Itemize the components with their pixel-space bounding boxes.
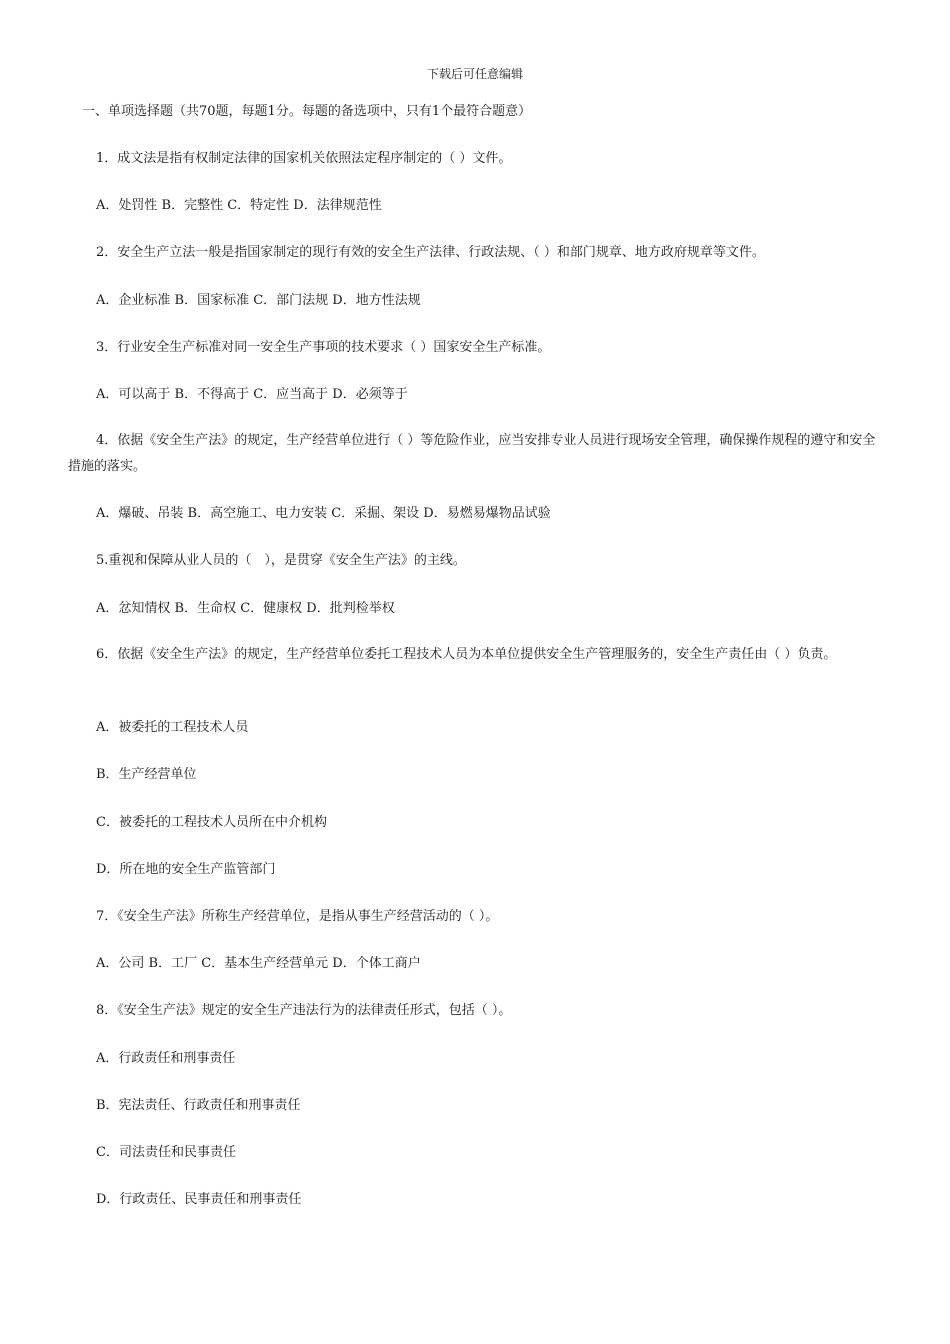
page-header: 下载后可任意编辑	[426, 67, 523, 81]
question-2: 2．安全生产立法一般是指国家制定的现行有效的安全生产法律、行政法规、（ ）和部门规章、地方政府规章等文件。	[96, 245, 765, 260]
question-6-option-c: C．被委托的工程技术人员所在中介机构	[96, 815, 327, 830]
question-4: 4．依据《安全生产法》的规定，生产经营单位进行（ ）等危险作业，应当安排专业人员进行现场安全管理，确保操作规程的遵守和安全措施的落实。	[68, 433, 876, 474]
section-title: 一、单项选择题（共70题，每题1分。每题的备选项中，只有1个最符合题意）	[82, 104, 532, 119]
question-1-options: A．处罚性 B．完整性 C．特定性 D．法律规范性	[96, 198, 382, 213]
question-2-options: A．企业标准 B．国家标准 C．部门法规 D．地方性法规	[96, 293, 421, 308]
question-3: 3．行业安全生产标准对同一安全生产事项的技术要求（ ）国家安全生产标准。	[96, 340, 551, 355]
question-1: 1．成文法是指有权制定法律的国家机关依照法定程序制定的（ ）文件。	[96, 151, 512, 166]
question-8-option-a: A．行政责任和刑事责任	[96, 1051, 236, 1066]
question-8-option-d: D．行政责任、民事责任和刑事责任	[96, 1192, 302, 1207]
question-7: 7．《安全生产法》所称生产经营单位，是指从事生产经营活动的（ ）。	[96, 909, 499, 924]
question-8: 8．《安全生产法》规定的安全生产违法行为的法律责任形式，包括（ ）。	[96, 1003, 512, 1018]
question-8-option-c: C．司法责任和民事责任	[96, 1145, 236, 1160]
question-6-option-b: B．生产经营单位	[96, 767, 197, 782]
question-6-option-d: D．所在地的安全生产监管部门	[96, 862, 276, 877]
question-8-option-b: B．宪法责任、行政责任和刑事责任	[96, 1098, 301, 1113]
question-4-options: A．爆破、吊装 B．高空施工、电力安装 C．采掘、架设 D．易燃易爆物品试验	[96, 506, 551, 521]
question-5: 5.重视和保障从业人员的（ ），是贯穿《安全生产法》的主线。	[96, 553, 466, 568]
question-7-options: A．公司 B．工厂 C．基本生产经营单元 D．个体工商户	[96, 956, 421, 971]
question-6-option-a: A．被委托的工程技术人员	[96, 720, 249, 735]
question-6: 6．依据《安全生产法》的规定，生产经营单位委托工程技术人员为本单位提供安全生产管理服务的，安全生产责任由（ ）负责。	[96, 647, 837, 662]
question-3-options: A．可以高于 B．不得高于 C．应当高于 D．必须等于	[96, 387, 408, 402]
question-5-options: A．忿知情权 B．生命权 C．健康权 D．批判检举权	[96, 601, 395, 616]
